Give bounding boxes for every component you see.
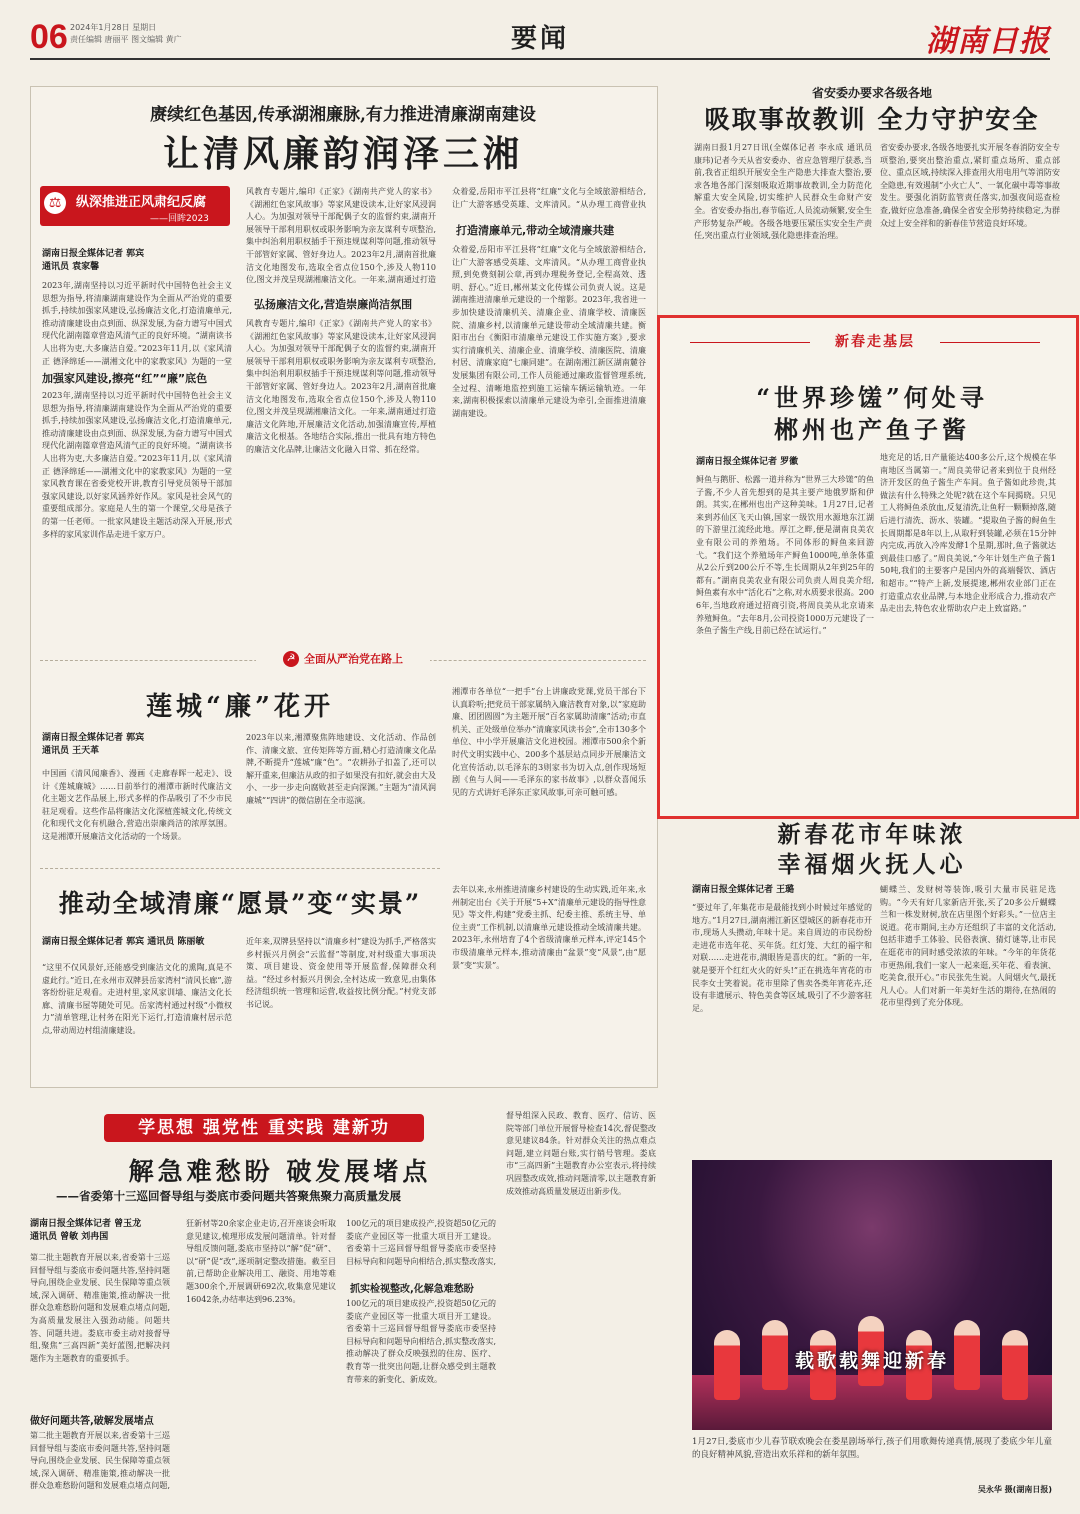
feature-headline-1: “世界珍馐”何处寻 — [756, 383, 988, 412]
huashi-headline-1: 新春花市年味浓 — [777, 821, 967, 848]
huashi-byline: 湖南日报全媒体记者 王璐 — [692, 885, 795, 895]
main-col1-intro: 2023年,湖南坚持以习近平新时代中国特色社会主义思想为指导,将清廉湖南建设作为全面从严治党的重要抓手,持续加强家风建设,弘扬廉洁文化,打造清廉单元,推动清廉建设由点到面、纵深发展,为奋力谱写中国式现代化湖南篇章营造风清气正的良好环境。“湖南读书人出将为吏,大多廉洁自爱。”2023年11月,以《家风清正 德泽绵延——湖湘文化中的家教家风》为题的一堂 — [42, 281, 232, 366]
yuanjing-col1: “这里不仅风景好,还能感受到廉洁文化的熏陶,真是不虚此行。”近日,在永州市双牌县岳家湾村“清风长廊”,游客纷纷驻足观看。走进村里,家风家训墙、廉洁文化长廊、清廉书屋等随处可见。岳家湾村通过村级“小微权力”清单管理,让村务在阳光下运行,打造清廉村居示范点,带动周边村组清廉建设。 — [42, 963, 232, 1035]
issue-meta — [70, 22, 182, 46]
xuesixiang-col1-b: 第二批主题教育开展以来,省委第十三巡回督导组与娄底市委问题共答,坚持问题导向,围绕企业发展、民生保障等重点领域,深入调研、精准施策,推动解决一批群众急难愁盼问题和发展难点堵点问题, — [30, 1431, 170, 1491]
dancer-figure — [1002, 1330, 1028, 1400]
yuanjing-headline: 推动全域清廉“愿景”变“实景” — [58, 889, 422, 918]
xuesixiang-headline: 解急难愁盼 破发展堵点 — [128, 1157, 432, 1186]
photo-caption: 1月27日,娄底市少儿春节联欢晚会在娄星剧场举行,孩子们用歌舞传递真情,展现了娄底少年儿童的良好精神风貌,营造出欢乐祥和的新年氛围。 — [692, 1437, 1052, 1460]
main-subhead-1: 加强家风建设,擦亮“红”“廉”底色 — [42, 372, 208, 385]
right-headline: 吸取事故教训 全力守护安全 — [704, 105, 1040, 134]
tag-label: 纵深推进正风肃纪反腐 — [76, 195, 207, 210]
party-emblem-icon: ☭ — [283, 651, 299, 667]
main-col1: 2023年,湖南坚持以习近平新时代中国特色社会主义思想为指导,将清廉湖南建设作为全面从严治党的重要抓手,持续加强家风建设,弘扬廉洁文化,打造清廉单元,推动清廉建设由点到面、纵深发展,为奋力谱写中国式现代化湖南篇章营造风清气正的良好环境。“湖南读书人出将为吏,大多廉洁自爱。”2023年11月,以《家风清正 德泽绵延——湖湘文化中的家教家风》为题的一堂家风教育课在省委党校开讲,教育引导党员领导干部加强家风建设,以好家风涵养好作风。家风是社会风气的重要组成部分。家庭是人生的第一个课堂,父母是孩子的第一任老师。一批家风建设主题活动深入开展,形式多样的家风家训作品走进千家万户。 — [42, 391, 232, 539]
main-col2: 风教育专题片,编印《正家》《湖南共产党人的家书》《湖湘红色家风故事》等家风建设读本,让好家风浸润人心。为加强对领导干部配偶子女的监督约束,湖南开展领导干部利用职权或职务影响为亲友谋利专项整治,集中纠治利用职权插手干预违规谋利等问题,推动领导干部管好家属、管好身边人。2023年2月,湖南首批廉洁文化地图发布,选取全省点位150个,涉及人物110位,图文并茂呈现湖湘廉洁文化。一年来,湖南通过打造廉洁文化阵地,开展廉洁文化活动,加强清廉宣传,厚植廉洁文化根基。各地结合实际,推出一批具有地方特色的廉洁文化品牌,让廉洁文化融入日常、抓在经常。 — [246, 319, 436, 454]
xuesixiang-subhead-1: 做好问题共答,破解发展堵点 — [30, 1416, 154, 1427]
newspaper-logo: 湖南日报 — [926, 24, 1050, 59]
huashi-headline-2: 幸福烟火抚人心 — [777, 851, 967, 878]
lianzheng-banner — [256, 648, 430, 670]
lianzheng-banner-text: 全面从严治党在路上 — [304, 652, 404, 666]
yuanjing-col3: 去年以来,永州推进清廉乡村建设的生动实践,近年来,永州制定出台《关于开展“5+X”清廉单元建设的指导性意见》等文件,构建“党委主抓、纪委主推、系统主导、单位主责”工作机制,以清廉单元建设推动全域清廉共建。2023年,永州培育了4个省级清廉单元样本,评定145个市级清廉单元样本,推动清廉由“盆景”变“风景”,由“愿景”变“实景”。 — [452, 885, 646, 970]
main-kicker: 赓续红色基因,传承湖湘廉脉,有力推进清廉湖南建设 — [150, 105, 536, 125]
issue-editors: 责任编辑 唐丽平 图文编辑 黄广 — [70, 35, 182, 44]
xuesixiang-byline: 湖南日报全媒体记者 曾玉龙 通讯员 曾敏 刘冉国 — [30, 1219, 142, 1242]
photo-credit: 吴永华 摄(湖南日报) — [977, 1485, 1052, 1494]
gavel-icon: ⚖ — [44, 192, 66, 214]
page-number: 06 — [30, 18, 68, 56]
main-headline: 让清风廉韵润泽三湘 — [162, 133, 523, 175]
feature-tag: 新春走基层 — [810, 330, 940, 354]
xuesixiang-col2: 狂新材等20余家企业走访,召开座谈会听取意见建议,梳理形成发展问题清单。针对督导组反馈问题,娄底市坚持以“解”促“研”、以“研”促“改”,逐项制定整改措施。截至目前,已帮助企业解决用工、融资、用地等难题300余个,开展调研692次,收集意见建议16042条,办结率达到96.23%。 — [186, 1219, 336, 1304]
main-col3-top: 众着爱,岳阳市平江县将“红廉”文化与全域旅游相结合,让广大游客感受英雄、文库清风。“从办理工商营业执 — [452, 187, 646, 209]
tag-sub: ——回眸2023 — [150, 214, 209, 224]
main-col2-top: 风教育专题片,编印《正家》《湖南共产党人的家书》《湖湘红色家风故事》等家风建设读本,让好家风浸润人心。为加强对领导干部配偶子女的监督约束,湖南开展领导干部利用职权或职务影响为亲友谋利专项整治,集中纠治利用职权插手干预违规谋利等问题,推动领导干部管好家属、管好身边人。2023年2月,湖南首批廉洁文化地图发布,选取全省点位150个,涉及人物110位,图文并茂呈现湖湘廉洁文化。一年来,湖南通过打造 — [246, 187, 436, 285]
photo-overlay-title: 载歌载舞迎新春 — [794, 1350, 949, 1372]
main-col3: 众着爱,岳阳市平江县将“红廉”文化与全域旅游相结合,让广大游客感受英雄、文库清风。“从办理工商营业执照,到免费刻制公章,再到办理税务登记,全程高效、透明、舒心。”近日,郴州某文化传媒公司负责人说。这是湖南推进清廉单元建设的一个缩影。2023年,我省进一步加快建设清廉机关、清廉企业、清廉学校、清廉医院、清廉乡村,以清廉单元建设带动全域清廉共建。衡阳市出台《衡阳市清廉单元建设工作实施方案》,要求实行清廉机关、清廉企业、清廉学校、清廉医院、清廉村居、清廉家庭“七廉同建”。在湖南湘江新区湖南麓谷发展集团有限公司,工作人员能通过廉政监督管理系统,全过程、清晰地监控到施工运输车辆运输轨迹。一年来,湖南积极探索以清廉单元建设为牵引,全面推进清廉湖南建设。 — [452, 245, 646, 418]
tag-banner — [40, 186, 230, 226]
xuesixiang-banner: 学思想 强党性 重实践 建新功 — [104, 1114, 424, 1142]
section-title: 要闻 — [510, 24, 569, 54]
feature-col2: 地充足的话,日产量能达400多公斤,这个规模在华南地区当属第一。”周良美带记者来到位于良州经济开发区的鱼子酱生产车间。鱼子酱如此珍贵,其做法有什么特殊之处呢?就在这个车间揭晓。只见工人将鲟鱼杀放血,反复清洗,让鱼籽一颗颗掉落,随后进行清洗、沥水、装罐。“提取鱼子酱的鲟鱼生长周期都是8年以上,从取籽到装罐,必须在15分钟内完成,再放入冷库发酵1个星期,那时,鱼子酱就达到最佳口感了。”周良美说,“今年计划生产鱼子酱150吨,我们的主要客户是国内外的高端餐饮、酒店和超市。”“特产上新,发展提速,郴州农业部门正在打造重点农业品牌,与本地企业形成合力,推动农产品走出去,特色农业帮助农户走上致富路。” — [880, 453, 1056, 614]
xuesixiang-col3-top: 100亿元的项目建成投产,投资超50亿元的娄底产业园区等一批重大项目开工建设。省委第十三巡回督导组督导娄底市委坚持目标导向和问题导向相结合,抓实整改落实, — [346, 1219, 496, 1266]
yuanjing-col2: 近年来,双牌县坚持以“清廉乡村”建设为抓手,严格落实乡村振兴月例会“云监督”等制度,对村级重大事项决策、项目建设、资金使用等开展监督,保障群众利益。“经过乡村振兴月例会,全村达成一致意见,由集体经济组织统一管理和运营,收益按比例分配。”村党支部书记说。 — [246, 937, 436, 1009]
issue-date: 2024年1月28日 星期日 — [70, 23, 157, 32]
lianzheng-headline: 莲城“廉”花开 — [146, 692, 334, 722]
huashi-col2: 蝴蝶兰、发财树等装饰,吸引大量市民驻足选购。“今天有好几家新店开张,买了20多公斤蝴蝶兰和一株发财树,放在店里图个好彩头。”一位店主说道。花市期间,主办方还组织了丰富的文化活动,包括非遗手工体验、民俗表演、猜灯谜等,让市民在逛花市的同时感受浓浓的年味。“今年的年货花市更热闹,我们一家人一起来逛,买年花、看表演、吃美食,很开心。”市民张先生说。人间烟火气,最抚凡人心。人们对新一年美好生活的期待,在热闹的花市里得到了充分体现。 — [880, 885, 1056, 1008]
right-col1: 湖南日报1月27日讯(全媒体记者 李永成 通讯员 康玮)记者今天从省安委办、省应急管理厅获悉,当前,我省正组织开展安全生产隐患大排查大整治,要求各地各部门深刻吸取近期事故教训,全力防范化解重大安全风险,切实维护人民群众生命财产安全。省安委办指出,春节临近,人员流动频繁,安全生产形势复杂严峻。各级各地要压紧压实安全生产责任,突出重点行业领域,强化隐患排查治理。 — [694, 143, 872, 241]
right-col2: 省安委办要求,各级各地要扎实开展冬春消防安全专项整治,要突出整治重点,紧盯重点场所、重点部位、重点区域,持续深入排查用火用电用气等消防安全隐患,有效遏制“小火亡人”、一氧化碳中毒等事故发生。要强化消防监管责任落实,加强夜间巡查检查,做好应急准备,确保全省安全形势持续稳定,为群众过上安全祥和的新春佳节营造良好环境。 — [880, 143, 1060, 228]
main-subhead-3: 打造清廉单元,带动全域清廉共建 — [456, 224, 615, 237]
xuesixiang-col1: 第二批主题教育开展以来,省委第十三巡回督导组与娄底市委问题共答,坚持问题导向,围绕企业发展、民生保障等重点领域,深入调研、精准施策,推动解决一批群众急难愁盼问题和发展难点堵点问题,为高质量发展注入强劲动能。问题共答、同题共进。娄底市委主动对接督导组,聚焦“三高四新”美好蓝图,把解决问题作为主题教育的重要抓手。 — [30, 1253, 170, 1363]
dancer-figure — [714, 1330, 740, 1400]
xuesixiang-col3: 100亿元的项目建成投产,投资超50亿元的娄底产业园区等一批重大项目开工建设。省委第十三巡回督导组督导娄底市委坚持目标导向和问题导向相结合,抓实整改落实,推动解决了群众反映强烈的住房、医疗、教育等一批突出问题,让群众感受到主题教育带来的新变化、新成效。 — [346, 1299, 496, 1384]
feature-byline: 湖南日报全媒体记者 罗徽 — [696, 457, 799, 467]
feature-col1: 鲟鱼与鹅肝、松露一道并称为“世界三大珍馐”的鱼子酱,不少人首先想到的是其主要产地俄罗斯和伊朗。其实,在郴州也出产这种美味。1月27日,记者来到苏仙区飞天山镇,国家一级饮用水源地东江湖的下游里江流经此地。厚江之畔,便是湖南良美农业有限公司的养殖场。不同体形的鲟鱼来回游弋。“我们这个养殖场年产鲟鱼1000吨,单条体重从2公斤到200公斤不等,生长周期从2年到25年的都有。”湖南良美农业有限公司负责人周良美介绍,鲟鱼素有水中“活化石”之称,对水质要求很高。2006年,当地政府通过招商引资,将周良美从北京请来养殖鲟鱼。“去年8月,公司投资1000万元建设了一条鱼子酱生产线,目前已经在试运行。” — [696, 475, 874, 636]
lianzheng-col1: 中国画《清风闻廉香》、漫画《走廊春晖一起走》、设计《莲城廉城》……日前举行的湘潭市新时代廉洁文化主题文艺作品展上,形式多样的作品吸引了不少市民驻足观看。这些作品将廉洁文化深植莲城文化,传统文化和现代文化有机融合,营造出崇廉尚洁的浓厚氛围。这是湘潭开展廉洁文化活动的一个场景。 — [42, 769, 232, 841]
right-kicker: 省安委办要求各级各地 — [811, 86, 932, 100]
xuesixiang-subtitle: ——省委第十三巡回督导组与娄底市委问题共答聚焦聚力高质量发展 — [56, 1189, 401, 1203]
performance-photo — [692, 1160, 1052, 1430]
yuanjing-byline: 湖南日报全媒体记者 郭宾 通讯员 陈丽敏 — [42, 937, 205, 947]
xuesixiang-col4: 督导组深入民政、教育、医疗、信访、医院等部门单位开展督导检查14次,督促整改意见建议84条。针对群众关注的热点难点问题,建立问题台账,实行销号管理。娄底市“三高四新”主题教育办公室表示,将持续巩固整改成效,推动问题清零,以主题教育新成效推动高质量发展迈出新步伐。 — [506, 1111, 656, 1196]
main-byline: 湖南日报全媒体记者 郭宾 通讯员 袁家馨 — [42, 249, 145, 272]
feature-headline-2: 郴州也产鱼子酱 — [774, 415, 970, 444]
lianzheng-col3: 湘潭市各单位“一把手”台上讲廉政党课,党员干部台下认真聆听;把党员干部家属纳入廉洁教育对象,以“家庭助廉、团团圆圆”为主题开展“百名家属助清廉”活动;市直机关、正处级单位举办“清廉家风读书会”,全市130多个单位、中小学开展廉洁文化进校园。湘潭市500余个新时代文明实践中心、200多个基层站点同步开展廉洁文化宣传活动,以毛泽东的3则家书为切入点,创作现场短剧《鱼与人间——毛泽东的家书故事》,以群众喜闻乐见的方式讲好毛泽东正家风故事,可亲可触可感。 — [452, 687, 646, 797]
divider — [40, 868, 440, 869]
xuesixiang-subhead-2: 抓实检视整改,化解急难愁盼 — [350, 1284, 474, 1295]
huashi-col1: “要过年了,年集花市是最能找到小时候过年感觉的地方。”1月27日,湖南湘江新区望城区的新春花市开市,现场人头攒动,年味十足。来自周边的市民纷纷走进花市选年花、买年货。红灯笼、大红的福字和对联……走进花市,满眼皆是喜庆的红。“新的一年,就是要开个红红火火的好头!”正在挑选年宵花的市民李女士笑着说。花市里除了售卖各类年宵花卉,还设有非遗展示、特色美食等区域,吸引了不少游客驻足。 — [692, 903, 872, 1013]
lianzheng-byline: 湖南日报全媒体记者 郭宾 通讯员 王天革 — [42, 733, 145, 756]
main-subhead-2: 弘扬廉洁文化,营造崇廉尚洁氛围 — [254, 298, 413, 311]
header-rule — [30, 58, 1050, 60]
lianzheng-col2: 2023年以来,湘潭聚焦阵地建设、文化活动、作品创作、清廉文旅、宣传矩阵等方面,精心打造清廉文化品牌,不断提升“莲城”廉“色”。“农耕孙子扣盖了,还可以解开重来,但廉洁从政的扣子如果没有扣好,就会由大及小、一步一步走向腐败甚至走向深渊。”主题为“清风润廉城”“四讲”的微信剧在全市巡演。 — [246, 733, 436, 805]
